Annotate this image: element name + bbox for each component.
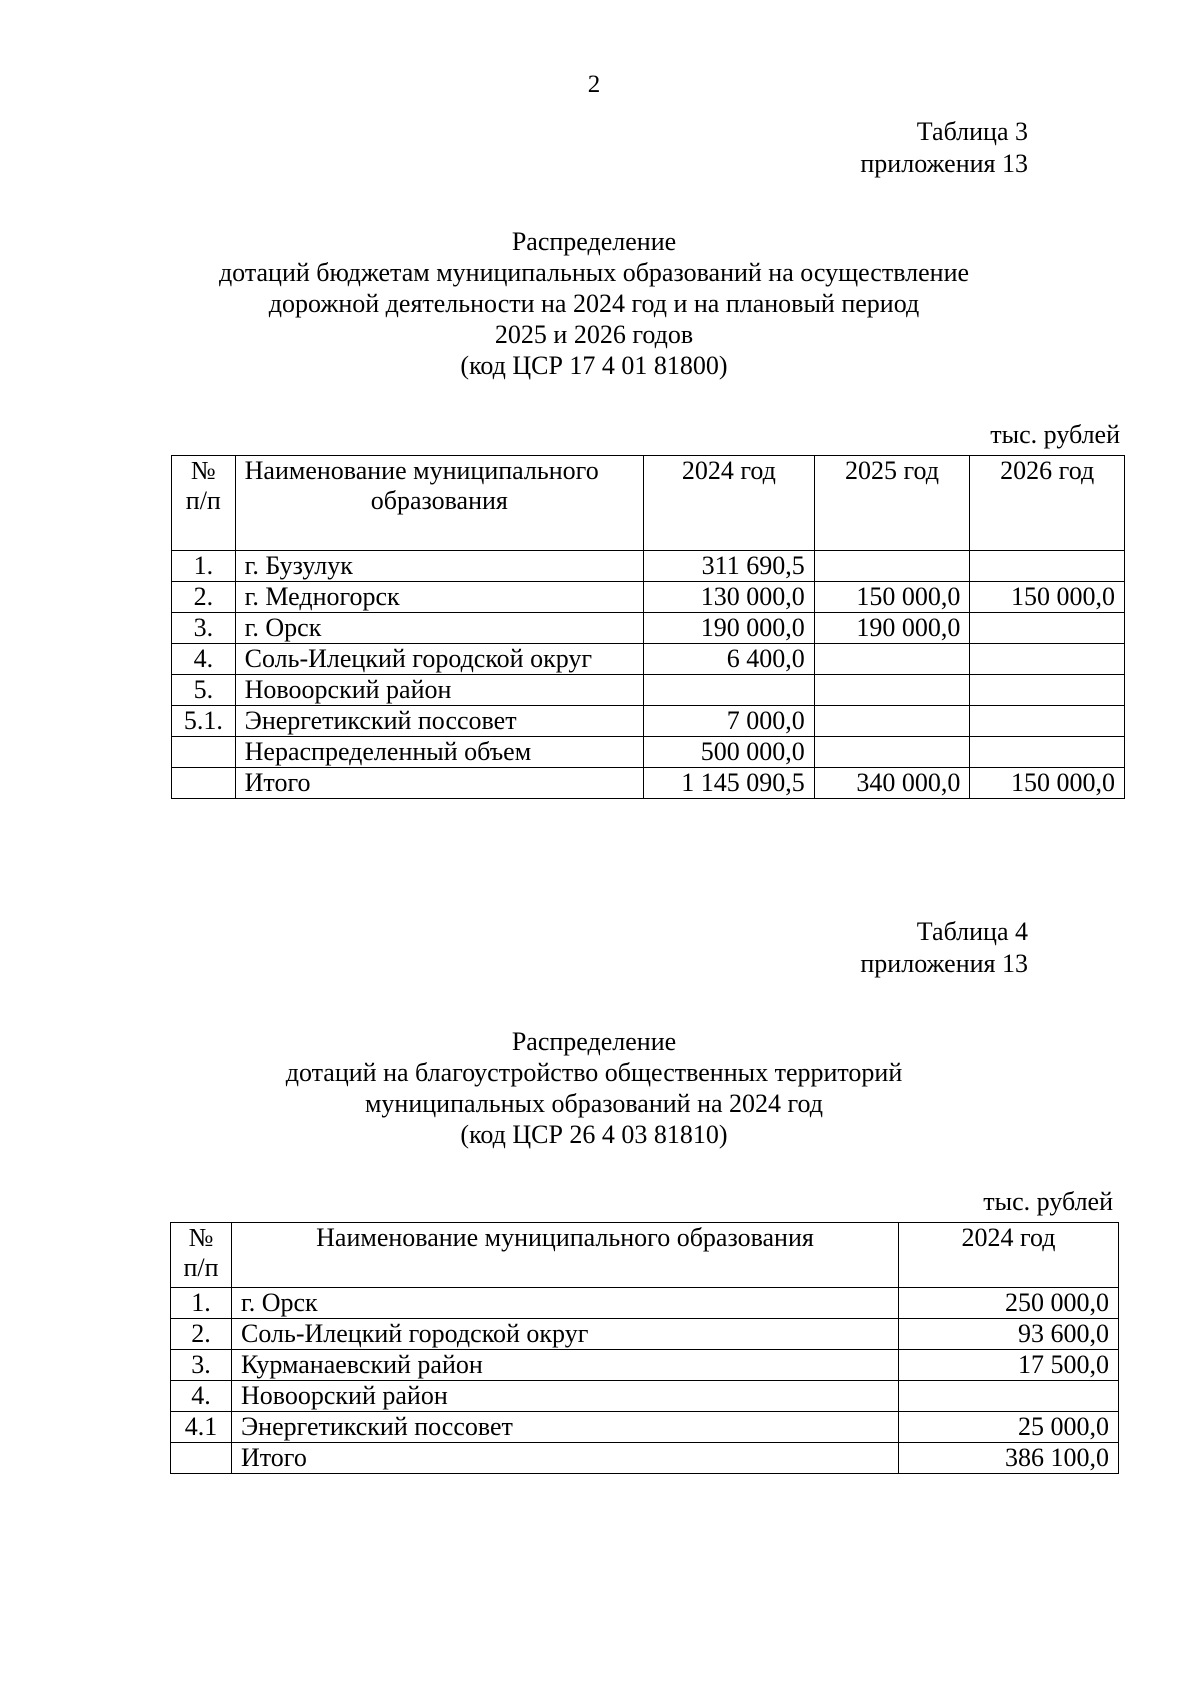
table4-header-2024: 2024 год [899, 1223, 1119, 1288]
row-2024: 190 000,0 [643, 613, 814, 644]
row-name: Курманаевский район [232, 1350, 899, 1381]
row-num: 3. [171, 1350, 232, 1381]
table4-total-row [171, 1443, 1119, 1474]
table3 [171, 455, 1125, 799]
table4-title-line: дотаций на благоустройство общественных территорий [285, 1058, 903, 1087]
row-2025: 190 000,0 [814, 613, 970, 644]
table3-header-name: Наименование муниципального образования [235, 456, 643, 551]
row-2026: 150 000,0 [970, 582, 1125, 613]
table3-title-line: Распределение [511, 227, 677, 256]
row-name: Новоорский район [235, 675, 643, 706]
table4-caption-line: Таблица 4 [916, 917, 1028, 946]
row-2024: 1 145 090,5 [643, 768, 814, 799]
table3-header-2024: 2024 год [643, 456, 814, 551]
table4-header-num: № п/п [171, 1223, 232, 1288]
table3-caption-line: Таблица 3 [916, 117, 1028, 146]
table-row [172, 675, 1125, 706]
row-num: 2. [172, 582, 236, 613]
table4-caption-line: приложения 13 [860, 949, 1028, 978]
table3-title-line: дотаций бюджетам муниципальных образований на осуществление [218, 258, 970, 287]
row-num [172, 768, 236, 799]
row-2026 [970, 613, 1125, 644]
table-row [171, 1319, 1119, 1350]
table4-title [0, 1026, 1188, 1150]
table3-unit: тыс. рублей [990, 420, 1120, 449]
table4-header-row [171, 1223, 1119, 1288]
row-2025 [814, 675, 970, 706]
row-num: 4. [172, 644, 236, 675]
table3-header-row [172, 456, 1125, 551]
row-2024: 93 600,0 [899, 1319, 1119, 1350]
row-2024 [643, 675, 814, 706]
table-row [172, 551, 1125, 582]
row-2025: 150 000,0 [814, 582, 970, 613]
table-row [172, 737, 1125, 768]
table3-header-2026: 2026 год [970, 456, 1125, 551]
table-row [171, 1381, 1119, 1412]
table4-title-line: муниципальных образований на 2024 год [364, 1089, 824, 1118]
row-num: 2. [171, 1319, 232, 1350]
table-row [172, 582, 1125, 613]
row-2024: 130 000,0 [643, 582, 814, 613]
row-2026 [970, 675, 1125, 706]
row-name: Итого [235, 768, 643, 799]
table3-title [0, 226, 1188, 381]
row-name: Энергетикский поссовет [235, 706, 643, 737]
row-name: Соль-Илецкий городской округ [232, 1319, 899, 1350]
row-name: г. Бузулук [235, 551, 643, 582]
row-2024: 386 100,0 [899, 1443, 1119, 1474]
table-row [171, 1412, 1119, 1443]
table3-title-line: (код ЦСР 17 4 01 81800) [460, 351, 728, 380]
row-2024: 7 000,0 [643, 706, 814, 737]
row-2025 [814, 737, 970, 768]
table3-header-num: № п/п [172, 456, 236, 551]
row-name: Энергетикский поссовет [232, 1412, 899, 1443]
row-2026: 150 000,0 [970, 768, 1125, 799]
row-name: Итого [232, 1443, 899, 1474]
table3-caption-line: приложения 13 [860, 149, 1028, 178]
page-number: 2 [587, 71, 601, 98]
row-2025 [814, 644, 970, 675]
row-name: Новоорский район [232, 1381, 899, 1412]
table4-unit: тыс. рублей [983, 1187, 1113, 1216]
row-name: г. Медногорск [235, 582, 643, 613]
row-num: 3. [172, 613, 236, 644]
table3-title-line: дорожной деятельности на 2024 год и на плановый период [268, 289, 920, 318]
row-2024: 311 690,5 [643, 551, 814, 582]
row-2024: 500 000,0 [643, 737, 814, 768]
row-num: 4. [171, 1381, 232, 1412]
row-num: 1. [172, 551, 236, 582]
table4-title-line: Распределение [511, 1027, 677, 1056]
table4-caption [860, 916, 1028, 980]
row-name: Нераспределенный объем [235, 737, 643, 768]
row-name: г. Орск [232, 1288, 899, 1319]
table-row [172, 644, 1125, 675]
table-row [172, 706, 1125, 737]
row-num: 5.1. [172, 706, 236, 737]
table4-header-name: Наименование муниципального образования [232, 1223, 899, 1288]
row-num: 4.1 [171, 1412, 232, 1443]
row-2025: 340 000,0 [814, 768, 970, 799]
row-2026 [970, 706, 1125, 737]
table-row [172, 613, 1125, 644]
table3-title-line: 2025 и 2026 годов [494, 320, 694, 349]
row-2025 [814, 706, 970, 737]
table3-caption [860, 116, 1028, 180]
row-name: Соль-Илецкий городской округ [235, 644, 643, 675]
row-num [172, 737, 236, 768]
row-2026 [970, 737, 1125, 768]
table3-header-2025: 2025 год [814, 456, 970, 551]
row-name: г. Орск [235, 613, 643, 644]
table3-total-row [172, 768, 1125, 799]
table-row [171, 1350, 1119, 1381]
row-2025 [814, 551, 970, 582]
row-num: 1. [171, 1288, 232, 1319]
row-2026 [970, 644, 1125, 675]
row-2026 [970, 551, 1125, 582]
row-2024: 250 000,0 [899, 1288, 1119, 1319]
row-2024 [899, 1381, 1119, 1412]
row-2024: 6 400,0 [643, 644, 814, 675]
row-num [171, 1443, 232, 1474]
row-num: 5. [172, 675, 236, 706]
row-2024: 17 500,0 [899, 1350, 1119, 1381]
table4-title-line: (код ЦСР 26 4 03 81810) [460, 1120, 728, 1149]
table-row [171, 1288, 1119, 1319]
row-2024: 25 000,0 [899, 1412, 1119, 1443]
table4 [170, 1222, 1119, 1474]
